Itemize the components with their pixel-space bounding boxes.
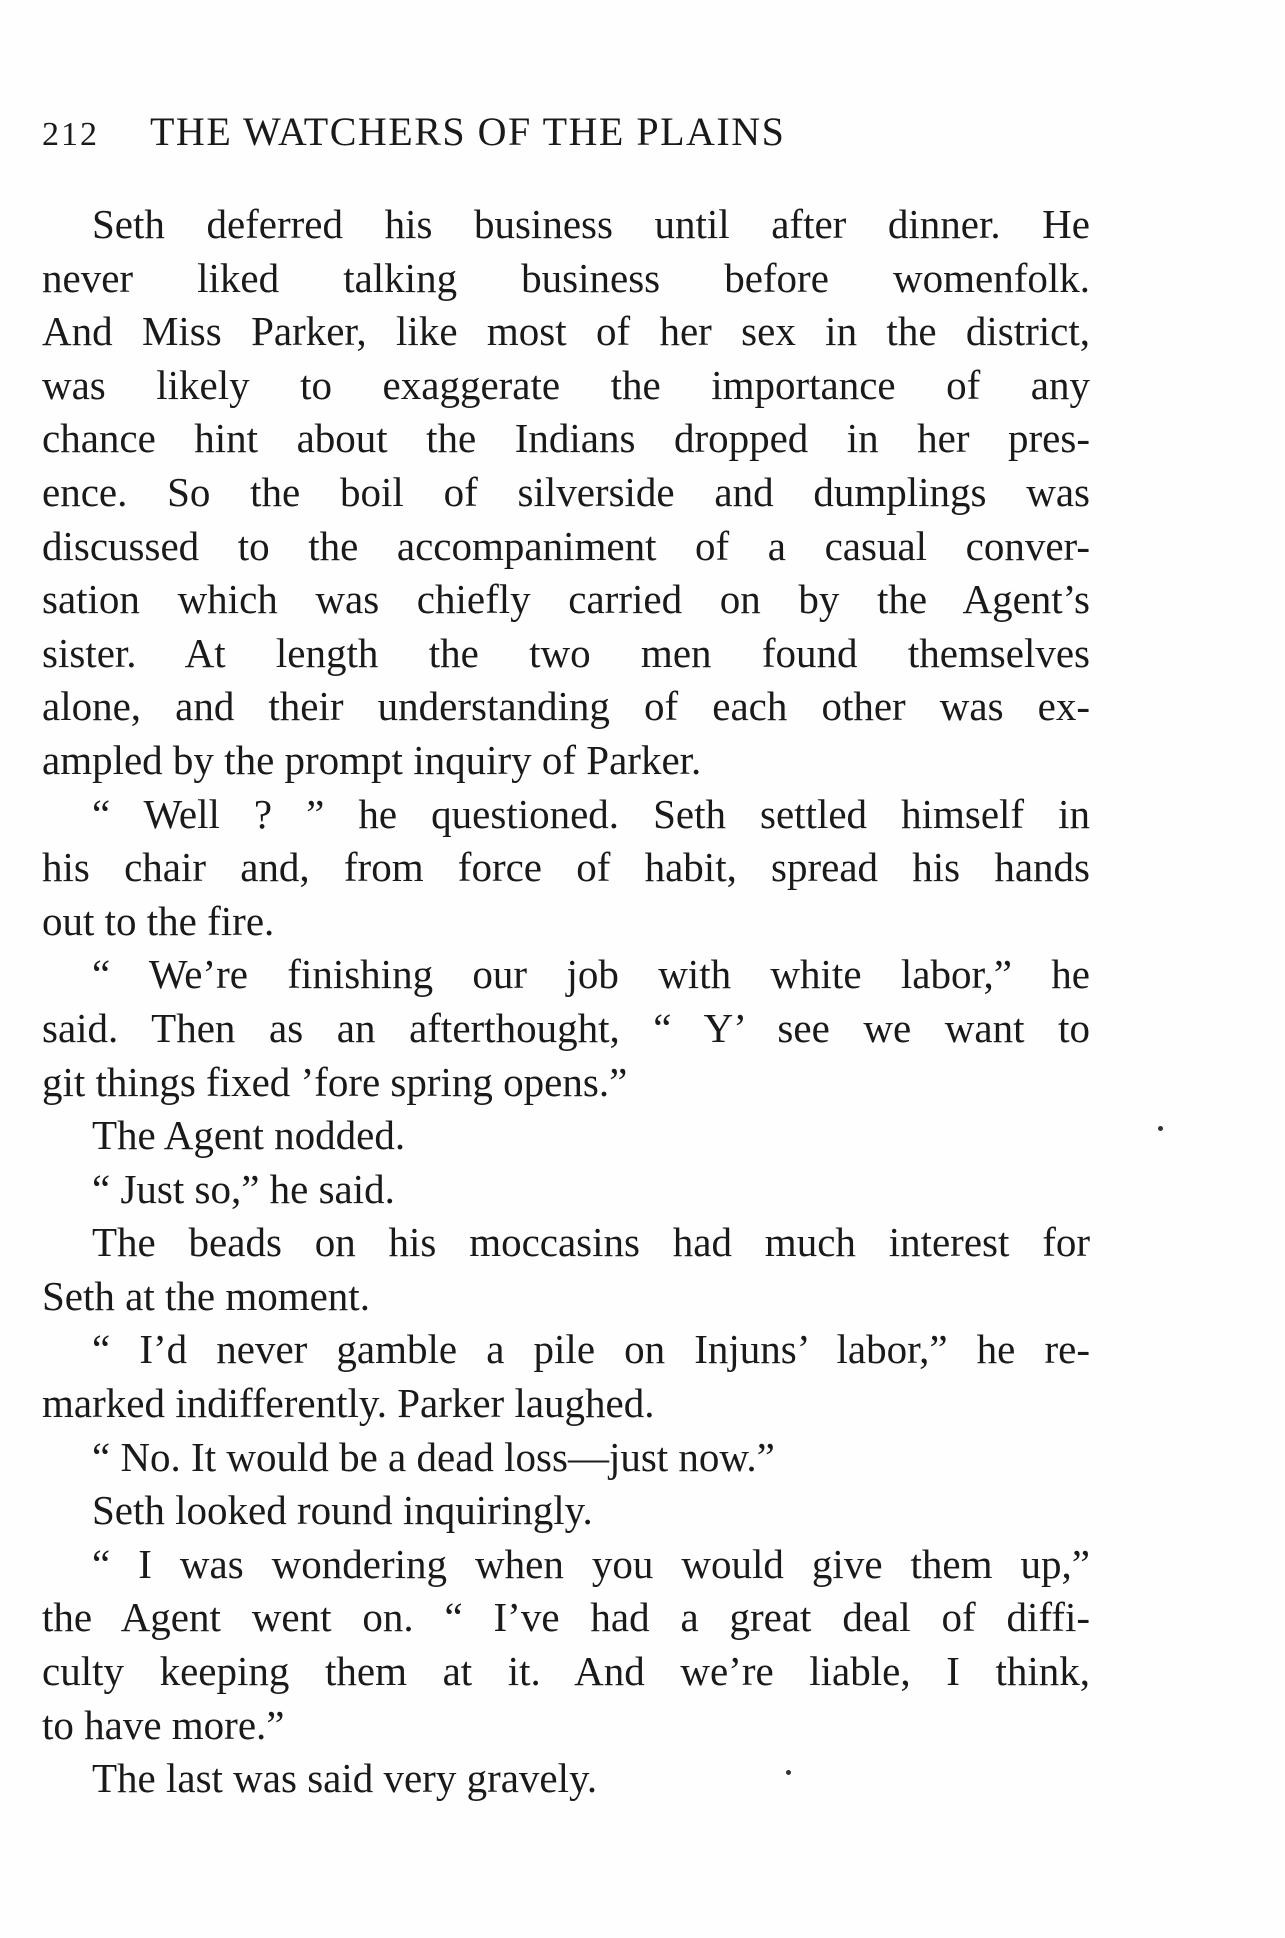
text-line: “ We’re finishing our job with white labor,” he (92, 951, 1090, 998)
text-line: his chair and, from force of habit, spread his hands (42, 844, 1090, 891)
text-line: ampled by the prompt inquiry of Parker. (42, 736, 702, 783)
text-line: Seth deferred his business until after dinner. He (92, 201, 1090, 247)
text-line: “ I’d never gamble a pile on Injuns’ labor,” he re- (92, 1326, 1090, 1373)
text-line: Seth at the moment. (42, 1272, 370, 1319)
page-number: 212 (42, 116, 99, 153)
text-line: discussed to the accompaniment of a casual conver- (42, 522, 1090, 569)
text-line: was likely to exaggerate the importance of any (42, 361, 1090, 408)
text-line: sation which was chiefly carried on by the Agent’s (42, 576, 1090, 623)
text-line: Seth looked round inquiringly. (92, 1487, 593, 1534)
text-line: The last was said very gravely. (92, 1755, 598, 1802)
text-line: git things fixed ’fore spring opens.” (42, 1058, 628, 1105)
text-line: never liked talking business before womenfolk. (42, 254, 1090, 301)
ink-speck (786, 1770, 791, 1775)
running-title: THE WATCHERS OF THE PLAINS (150, 109, 786, 154)
text-line: “ Well ? ” he questioned. Seth settled himself in (92, 790, 1090, 837)
text-line: marked indifferently. Parker laughed. (42, 1380, 655, 1427)
text-line: The beads on his moccasins had much interest for (92, 1219, 1090, 1266)
text-line: culty keeping them at it. And we’re liable, I think, (42, 1648, 1090, 1695)
text-line: ence. So the boil of silverside and dumplings was (42, 468, 1090, 515)
text-line: And Miss Parker, like most of her sex in the district, (42, 308, 1090, 355)
text-line: the Agent went on. “ I’ve had a great deal of diffi- (42, 1594, 1090, 1641)
text-line: chance hint about the Indians dropped in her pres- (42, 415, 1090, 462)
text-line: The Agent nodded. (92, 1112, 406, 1159)
text-line: sister. At length the two men found themselves (42, 629, 1090, 676)
text-line: to have more.” (42, 1701, 285, 1748)
text-line: “ No. It would be a dead loss—just now.” (92, 1433, 775, 1480)
text-line: “ I was wondering when you would give them up,” (92, 1540, 1090, 1587)
text-line: out to the fire. (42, 897, 275, 944)
ink-speck (1158, 1126, 1163, 1131)
text-line: said. Then as an afterthought, “ Y’ see we want to (42, 1004, 1090, 1051)
running-header (42, 108, 1082, 155)
body-text (42, 198, 1090, 1806)
text-line: alone, and their understanding of each other was ex- (42, 683, 1090, 730)
text-line: “ Just so,” he said. (92, 1165, 395, 1212)
